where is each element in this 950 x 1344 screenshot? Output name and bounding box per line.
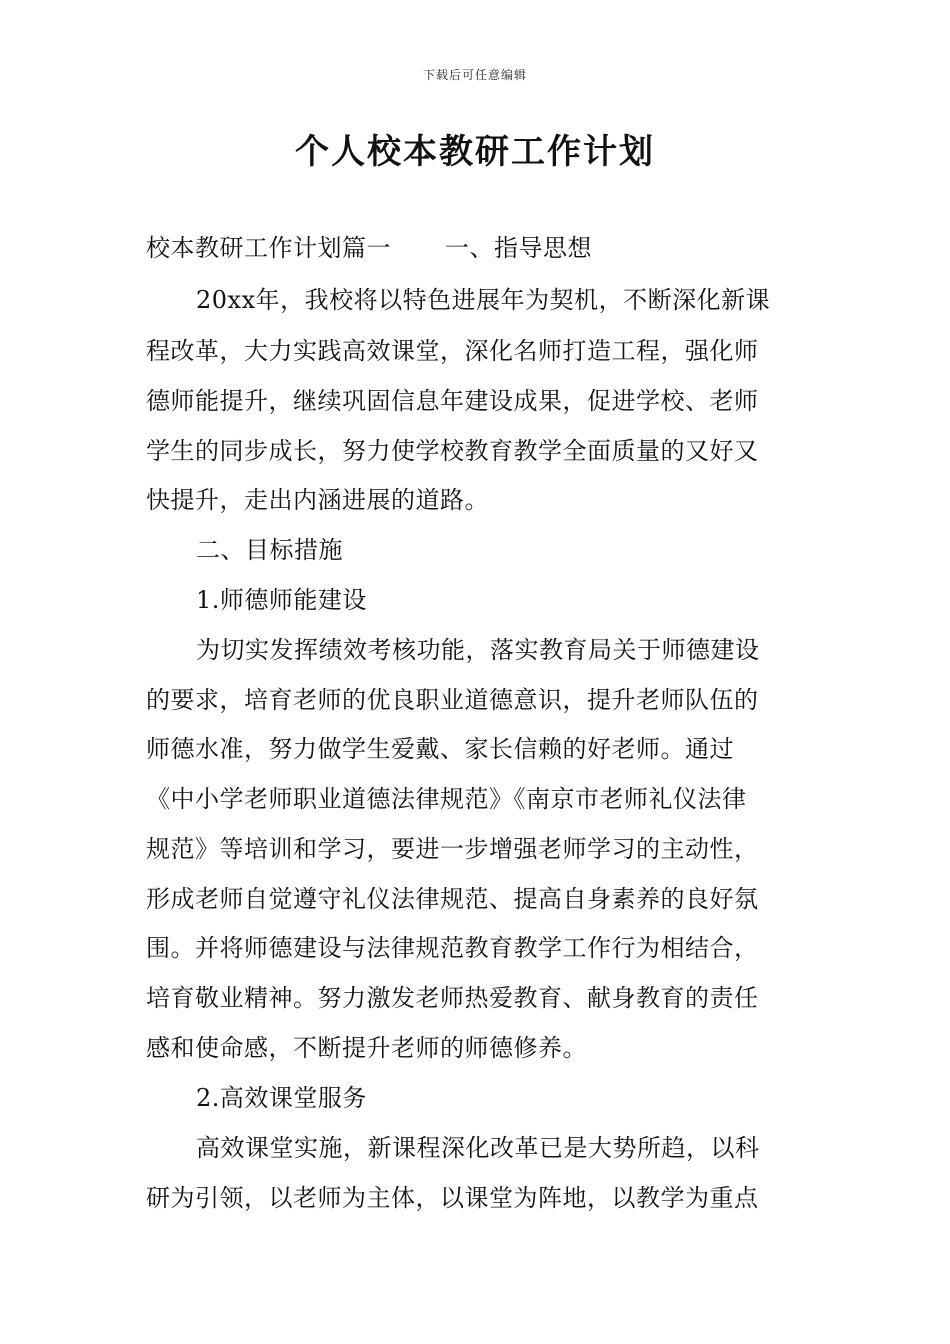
paragraph-line: 高效课堂实施，新课程深化改革已是大势所趋，以科	[196, 1134, 760, 1162]
paragraph-line: 围。并将师德建设与法律规范教育教学工作行为相结合，	[146, 934, 759, 962]
paragraph-line: 德师能提升，继续巩固信息年建设成果，促进学校、老师	[146, 387, 759, 415]
paragraph-line: 程改革，大力实践高效课堂，深化名师打造工程，强化师	[146, 337, 759, 365]
header-note: 下载后可任意编辑	[422, 68, 527, 82]
paragraph-line: 感和使命感，不断提升老师的师德修养。	[146, 1034, 587, 1062]
heading-guiding-thought: 一、指导思想	[445, 234, 592, 262]
plan-label: 校本教研工作计划篇一	[146, 234, 391, 262]
paragraph-line: 学生的同步成长，努力使学校教育教学全面质量的又好又	[146, 437, 759, 465]
paragraph-line: 为切实发挥绩效考核功能，落实教育局关于师德建设	[196, 636, 760, 664]
section-heading: 二、目标措施	[196, 536, 343, 564]
paragraph-line: 《中小学老师职业道德法律规范》《南京市老师礼仪法律	[146, 785, 747, 813]
paragraph-line: 形成老师自觉遵守礼仪法律规范、提高自身素养的良好氛	[146, 885, 759, 913]
paragraph-line: 培育敬业精神。努力激发老师热爱教育、献身教育的责任	[146, 984, 759, 1012]
section-heading	[146, 231, 592, 265]
paragraph-line: 20xx年，我校将以特色进展年为契机，不断深化新课	[196, 286, 771, 314]
document-title: 个人校本教研工作计划	[295, 132, 655, 172]
paragraph-line: 师德水准，努力做学生爱戴、家长信赖的好老师。通过	[146, 735, 734, 763]
subsection-heading: 1.师德师能建设	[196, 586, 367, 614]
paragraph-line: 的要求，培育老师的优良职业道德意识，提升老师队伍的	[146, 686, 759, 714]
paragraph-line: 快提升，走出内涵进展的道路。	[146, 486, 489, 514]
paragraph-line: 规范》等培训和学习，要进一步增强老师学习的主动性，	[146, 835, 759, 863]
subsection-heading: 2.高效课堂服务	[196, 1084, 367, 1112]
paragraph-line: 研为引领，以老师为主体，以课堂为阵地，以教学为重点	[146, 1184, 759, 1212]
